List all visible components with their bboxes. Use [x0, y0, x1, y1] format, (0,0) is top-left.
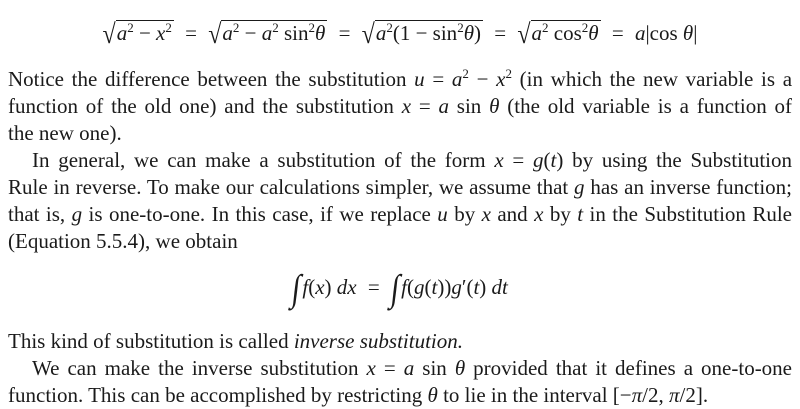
sqrt-term-2: $√a^2 - a^2$ $\sin^2\theta$ — [208, 20, 326, 50]
paragraph-general-substitution — [8, 147, 792, 255]
sqrt-term-4: $√a^2$ $\cos^2\theta$ — [517, 20, 599, 50]
equation-top — [0, 18, 800, 50]
text-line: In general, we can make a substitution of the form x = g(t) by using the Substitution — [32, 148, 792, 172]
text-line: function. This can be accomplished by restricting θ to lie in the interval [−π/2, π/2]. — [8, 383, 709, 407]
paragraph-restriction — [8, 355, 792, 409]
text-line: function of the old one) and the substitution x = a sin θ (the old variable is a function of — [8, 94, 792, 118]
equation-result: a|cos θ| — [634, 21, 698, 45]
text-line: We can make the inverse substitution x = a sin θ provided that it defines a one-to-one — [32, 356, 793, 380]
equals-sign: = — [185, 21, 197, 45]
text-line — [8, 328, 792, 355]
equals-sign: = — [611, 21, 624, 45]
paragraph-substitution-difference — [8, 66, 792, 147]
sqrt-term-1: $√a^2 - x^2$ — [102, 20, 172, 50]
equation-integral — [0, 267, 800, 309]
equals-sign: = — [367, 275, 380, 299]
emphasis-term: inverse substitution. — [293, 329, 463, 353]
paragraph-inverse-substitution — [8, 328, 792, 355]
text-line: Rule in reverse. To make our calculations simpler, we assume that g has an inverse function; — [8, 175, 792, 199]
text-line: (Equation 5.5.4), we obtain — [8, 229, 238, 253]
equals-sign: = — [338, 21, 351, 45]
integral-right: ∫f(g(t))g′(t) dt — [388, 267, 508, 309]
text-line: the new one). — [8, 121, 122, 145]
text-line: that is, g is one-to-one. In this case, if we replace u by x and x by t in the Substitution Rule — [8, 202, 792, 226]
equals-sign: = — [494, 21, 507, 45]
sqrt-term-3: $√a^2(1 - \sin^2\theta)$ — [361, 20, 482, 50]
integral-left: ∫f(x) dx — [289, 267, 357, 309]
text-line: Notice the difference between the substitution $u = a^2 - x^2$ (in which the new variable is a — [8, 66, 793, 91]
text-before: This kind of substitution is called — [8, 329, 294, 353]
